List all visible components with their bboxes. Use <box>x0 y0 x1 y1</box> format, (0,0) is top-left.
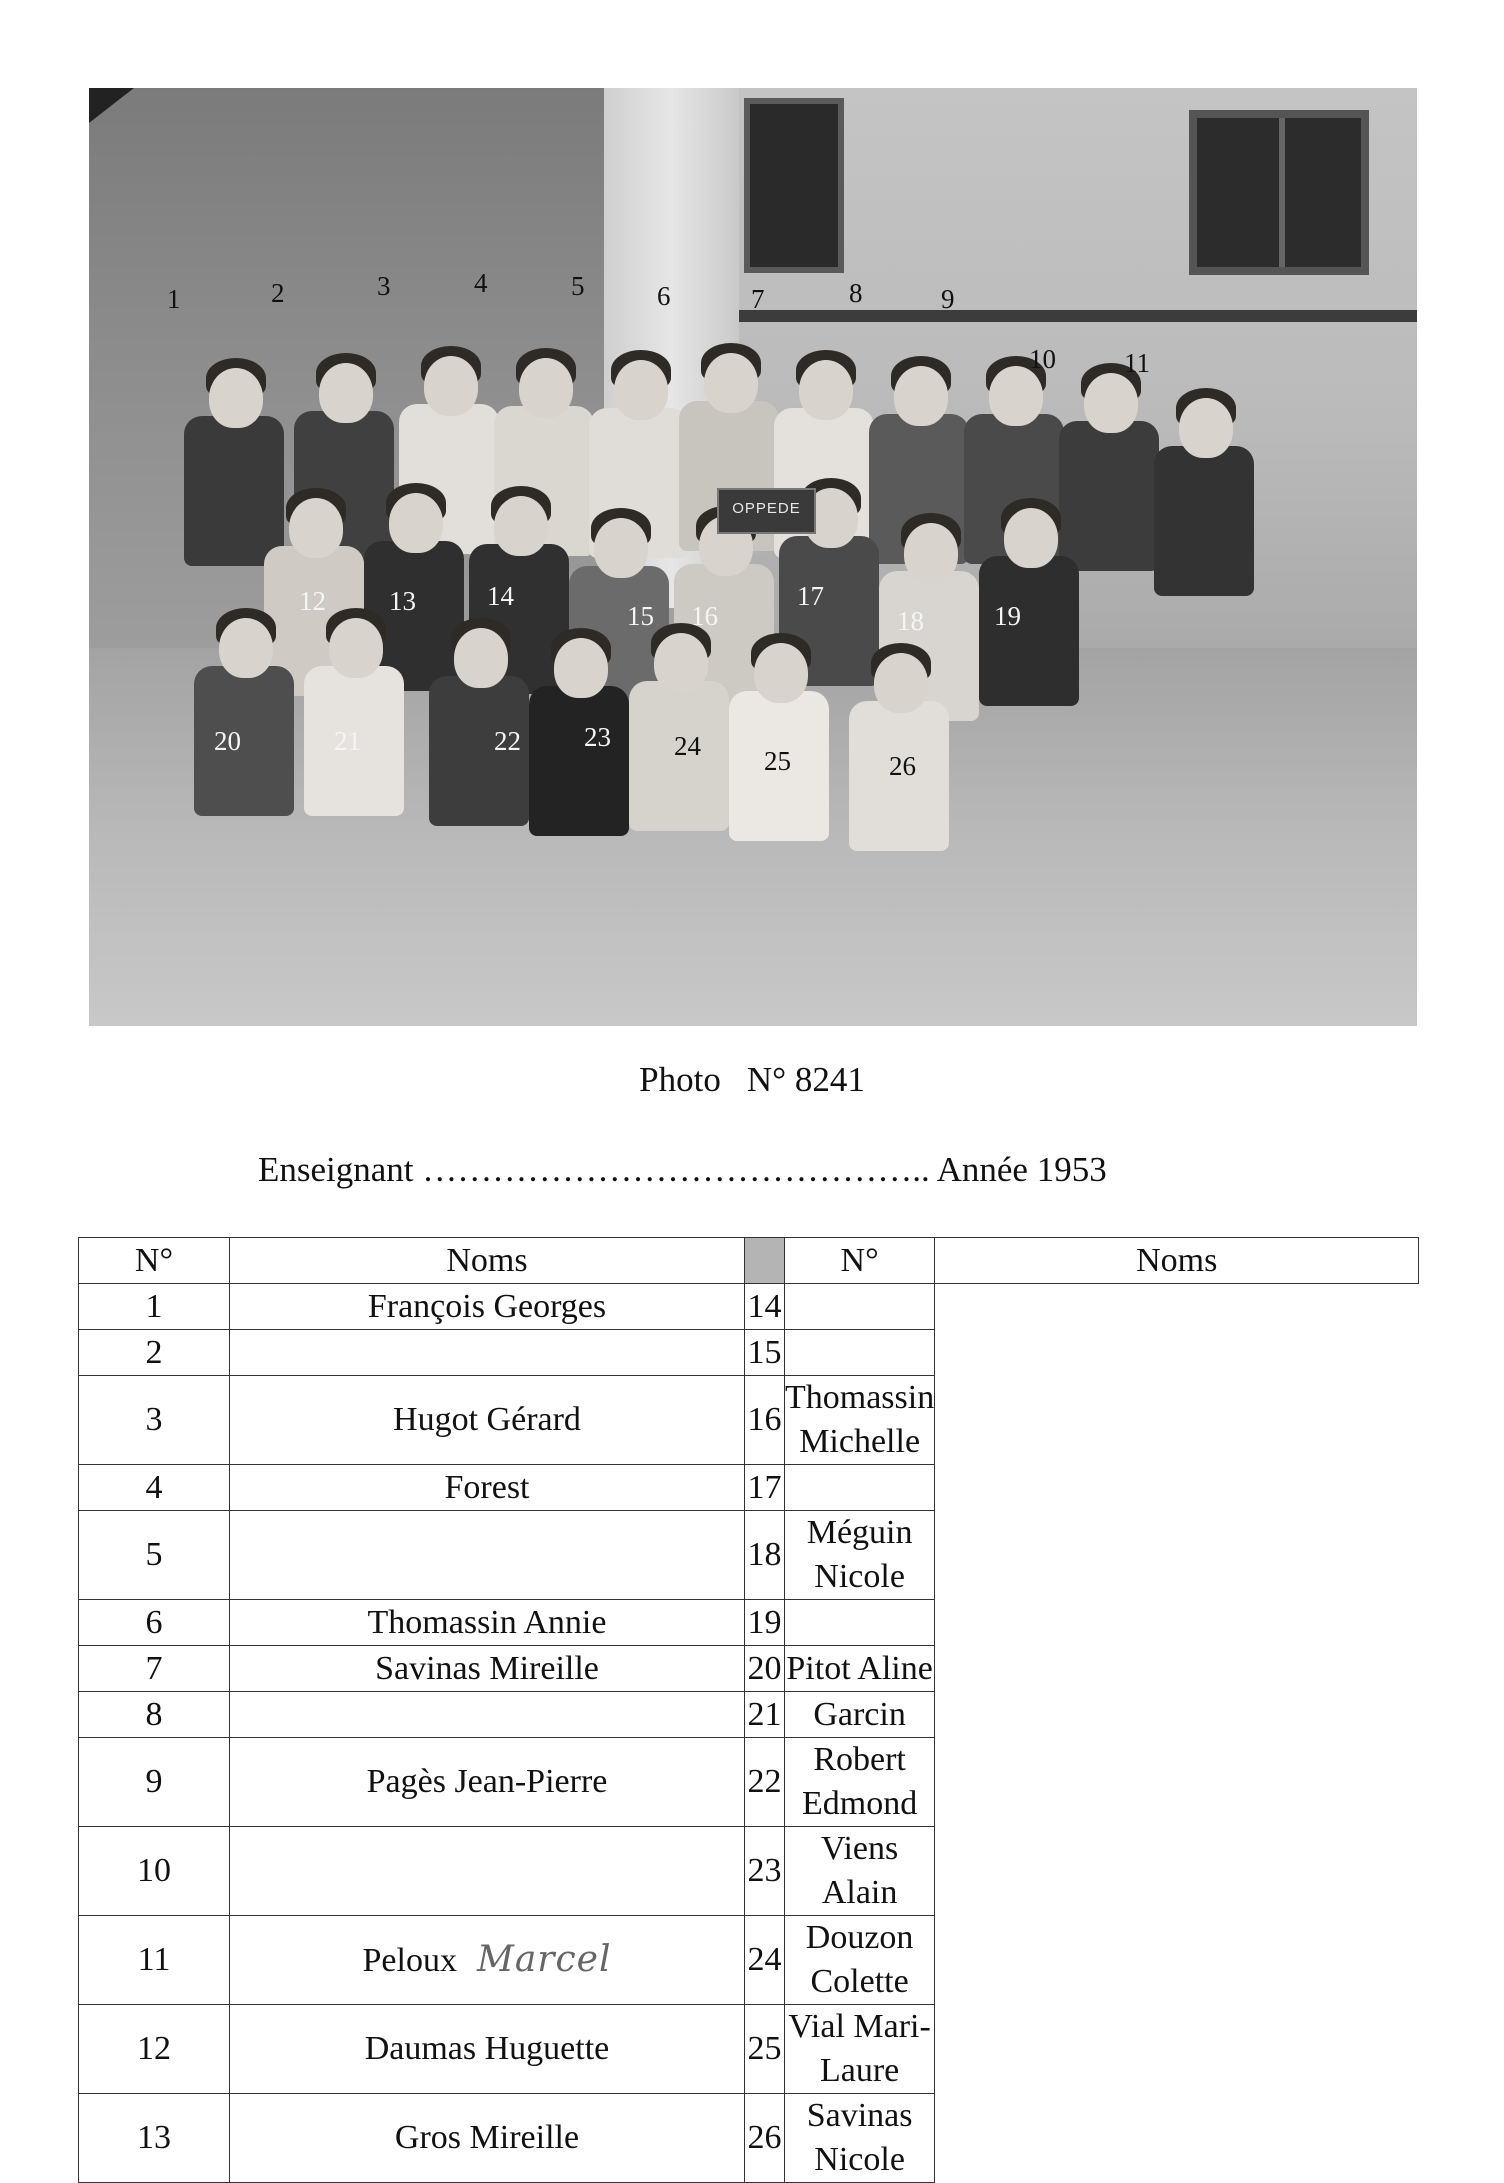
photo-number-label: 24 <box>674 731 701 761</box>
num-cell: 13 <box>79 2094 230 2183</box>
table-row <box>79 1827 1419 1916</box>
photo-number-label: 9 <box>941 284 955 314</box>
table-row <box>79 1465 1419 1511</box>
photo-number-label: 19 <box>994 601 1021 631</box>
num-cell: 22 <box>745 1738 785 1827</box>
num-cell: 12 <box>79 2005 230 2094</box>
name-cell: Daumas Huguette <box>230 2005 745 2094</box>
name-cell: Thomassin Michelle <box>785 1376 935 1465</box>
num-cell: 21 <box>745 1692 785 1738</box>
table-row <box>79 1284 1419 1330</box>
table-row <box>79 1692 1419 1738</box>
name-cell: Robert Edmond <box>785 1738 935 1827</box>
photo-window <box>744 98 844 273</box>
photo-corner <box>89 88 134 123</box>
name-cell: Savinas Mireille <box>230 1646 745 1692</box>
photo-number-label: 2 <box>271 278 285 308</box>
name-cell <box>230 1692 745 1738</box>
name-cell <box>785 1465 935 1511</box>
name-cell: François Georges <box>230 1284 745 1330</box>
table-row <box>79 1330 1419 1376</box>
num-cell: 2 <box>79 1330 230 1376</box>
photo-number-label: 15 <box>627 601 654 631</box>
class-photo <box>89 88 1417 1026</box>
photo-ledge <box>739 310 1417 322</box>
num-cell: 25 <box>745 2005 785 2094</box>
name-cell: Gros Mireille <box>230 2094 745 2183</box>
photo-number-label: 21 <box>334 726 361 756</box>
photo-number-label: 26 <box>889 751 916 781</box>
name-cell: Garcin <box>785 1692 935 1738</box>
num-cell: 9 <box>79 1738 230 1827</box>
num-cell: 1 <box>79 1284 230 1330</box>
photo-number-label: 20 <box>214 726 241 756</box>
table-row <box>79 1738 1419 1827</box>
photo-number-label: 18 <box>897 606 924 636</box>
table-row <box>79 2005 1419 2094</box>
num-cell: 8 <box>79 1692 230 1738</box>
teacher-line <box>258 1150 1107 1190</box>
teacher-label: Enseignant <box>258 1150 414 1189</box>
photo-number-label: 12 <box>299 586 326 616</box>
num-cell: 24 <box>745 1916 785 2005</box>
num-cell: 26 <box>745 2094 785 2183</box>
table-gap <box>745 1238 785 1284</box>
name-cell <box>785 1284 935 1330</box>
header-num: N° <box>79 1238 230 1284</box>
name-cell: Savinas Nicole <box>785 2094 935 2183</box>
header-name: Noms <box>935 1238 1419 1284</box>
name-cell: Thomassin Annie <box>230 1600 745 1646</box>
photo-number-label: 6 <box>657 281 671 311</box>
photo-number-label: 5 <box>571 271 585 301</box>
num-cell: 16 <box>745 1376 785 1465</box>
table-row <box>79 1376 1419 1465</box>
photo-number-label: 8 <box>849 278 863 308</box>
header-name: Noms <box>230 1238 745 1284</box>
photo-number-label: 23 <box>584 722 611 752</box>
photo-number-label: 4 <box>474 268 488 298</box>
num-cell: 18 <box>745 1511 785 1600</box>
name-cell <box>230 1827 745 1916</box>
name-cell: Viens Alain <box>785 1827 935 1916</box>
handwritten-name: Marcel <box>476 1938 612 1980</box>
name-cell <box>785 1330 935 1376</box>
year-label: Année 1953 <box>936 1150 1107 1189</box>
name-cell <box>230 1330 745 1376</box>
num-cell: 14 <box>745 1284 785 1330</box>
table-row <box>79 2094 1419 2183</box>
name-cell: Hugot Gérard <box>230 1376 745 1465</box>
name-cell: Méguin Nicole <box>785 1511 935 1600</box>
name-cell: Vial Mari-Laure <box>785 2005 935 2094</box>
num-cell: 3 <box>79 1376 230 1465</box>
teacher-dots: …………………………………….. <box>422 1150 930 1189</box>
name-cell: Peloux Marcel <box>230 1916 745 2005</box>
photo-number-label: 13 <box>389 586 416 616</box>
num-cell: 20 <box>745 1646 785 1692</box>
photo-number-label: 11 <box>1124 348 1150 378</box>
photo-number-label: 10 <box>1029 344 1056 374</box>
name-cell: Douzon Colette <box>785 1916 935 2005</box>
photo-number-label: 3 <box>377 271 391 301</box>
photo-number-label: 7 <box>751 284 765 314</box>
table-row <box>79 1600 1419 1646</box>
photo-number-label: 1 <box>167 284 181 314</box>
num-cell: 4 <box>79 1465 230 1511</box>
table-row <box>79 1511 1419 1600</box>
num-cell: 17 <box>745 1465 785 1511</box>
table-row <box>79 1916 1419 2005</box>
photo-label: Photo <box>639 1060 721 1099</box>
num-cell: 5 <box>79 1511 230 1600</box>
num-cell: 19 <box>745 1600 785 1646</box>
oppede-sign: OPPEDE <box>717 488 816 534</box>
header-num: N° <box>785 1238 935 1284</box>
photo-number-label: 14 <box>487 581 514 611</box>
photo-number-label: 25 <box>764 746 791 776</box>
num-cell: 15 <box>745 1330 785 1376</box>
photo-number-label: 22 <box>494 726 521 756</box>
num-cell: 7 <box>79 1646 230 1692</box>
name-cell <box>230 1511 745 1600</box>
num-cell: 6 <box>79 1600 230 1646</box>
photo-caption <box>0 1060 1504 1100</box>
name-cell: Pagès Jean-Pierre <box>230 1738 745 1827</box>
num-cell: 11 <box>79 1916 230 2005</box>
photo-number-label: 17 <box>797 581 824 611</box>
name-cell: Forest <box>230 1465 745 1511</box>
table-header-row <box>79 1238 1419 1284</box>
name-cell: Pitot Aline <box>785 1646 935 1692</box>
names-table <box>78 1237 1419 2183</box>
num-cell: 23 <box>745 1827 785 1916</box>
table-row <box>79 1646 1419 1692</box>
name-cell <box>785 1600 935 1646</box>
photo-number-label: 16 <box>691 601 718 631</box>
photo-window <box>1189 110 1369 275</box>
photo-number: N° 8241 <box>746 1060 865 1099</box>
num-cell: 10 <box>79 1827 230 1916</box>
